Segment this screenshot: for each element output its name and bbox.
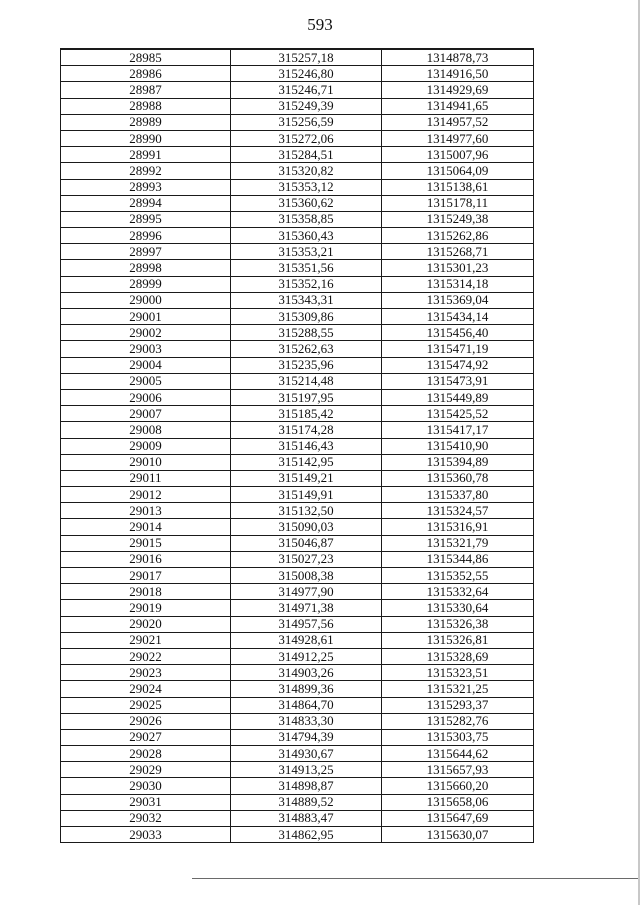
x-coordinate-cell: 315174,28 [231,422,382,438]
table-row [61,406,534,422]
x-coordinate-cell: 314977,90 [231,584,382,600]
table-row [61,260,534,276]
x-coordinate-cell: 315284,51 [231,147,382,163]
table-row [61,810,534,826]
table-row [61,292,534,308]
y-coordinate-cell: 1315007,96 [382,147,534,163]
x-coordinate-cell: 315149,91 [231,487,382,503]
y-coordinate-cell: 1315282,76 [382,713,534,729]
table-row [61,357,534,373]
table-row [61,551,534,567]
point-number-cell: 29014 [61,519,231,535]
point-number-cell: 29032 [61,810,231,826]
point-number-cell: 29017 [61,568,231,584]
x-coordinate-cell: 315249,39 [231,98,382,114]
point-number-cell: 28986 [61,66,231,82]
x-coordinate-cell: 314899,36 [231,681,382,697]
y-coordinate-cell: 1315647,69 [382,810,534,826]
x-coordinate-cell: 315309,86 [231,309,382,325]
table-row [61,195,534,211]
point-number-cell: 29019 [61,600,231,616]
x-coordinate-cell: 315142,95 [231,454,382,470]
x-coordinate-cell: 314913,25 [231,762,382,778]
point-number-cell: 29001 [61,309,231,325]
y-coordinate-cell: 1315644,62 [382,746,534,762]
y-coordinate-cell: 1315369,04 [382,292,534,308]
point-number-cell: 29009 [61,438,231,454]
table-row [61,422,534,438]
point-number-cell: 29008 [61,422,231,438]
point-number-cell: 29020 [61,616,231,632]
x-coordinate-cell: 314862,95 [231,827,382,843]
table-row [61,713,534,729]
y-coordinate-cell: 1315064,09 [382,163,534,179]
point-number-cell: 28996 [61,228,231,244]
x-coordinate-cell: 315320,82 [231,163,382,179]
table-row [61,665,534,681]
point-number-cell: 29029 [61,762,231,778]
y-coordinate-cell: 1315657,93 [382,762,534,778]
y-coordinate-cell: 1315268,71 [382,244,534,260]
point-number-cell: 29025 [61,697,231,713]
point-number-cell: 28989 [61,114,231,130]
table-row [61,681,534,697]
x-coordinate-cell: 315257,18 [231,49,382,66]
x-coordinate-cell: 315046,87 [231,535,382,551]
y-coordinate-cell: 1314929,69 [382,82,534,98]
x-coordinate-cell: 315197,95 [231,389,382,405]
point-number-cell: 28994 [61,195,231,211]
table-row [61,179,534,195]
point-number-cell: 29007 [61,406,231,422]
table-row [61,697,534,713]
coordinates-table [60,48,534,843]
point-number-cell: 28985 [61,49,231,66]
y-coordinate-cell: 1315138,61 [382,179,534,195]
y-coordinate-cell: 1315630,07 [382,827,534,843]
table-row [61,616,534,632]
y-coordinate-cell: 1314941,65 [382,98,534,114]
table-row [61,130,534,146]
x-coordinate-cell: 315343,31 [231,292,382,308]
point-number-cell: 29028 [61,746,231,762]
table-row [61,827,534,843]
point-number-cell: 29004 [61,357,231,373]
point-number-cell: 29030 [61,778,231,794]
y-coordinate-cell: 1315394,89 [382,454,534,470]
x-coordinate-cell: 315090,03 [231,519,382,535]
table-row [61,487,534,503]
point-number-cell: 29010 [61,454,231,470]
point-number-cell: 29002 [61,325,231,341]
table-row [61,778,534,794]
x-coordinate-cell: 315246,71 [231,82,382,98]
point-number-cell: 29021 [61,632,231,648]
x-coordinate-cell: 314864,70 [231,697,382,713]
x-coordinate-cell: 315185,42 [231,406,382,422]
x-coordinate-cell: 314898,87 [231,778,382,794]
x-coordinate-cell: 315360,43 [231,228,382,244]
x-coordinate-cell: 315146,43 [231,438,382,454]
point-number-cell: 29026 [61,713,231,729]
point-number-cell: 29033 [61,827,231,843]
point-number-cell: 28987 [61,82,231,98]
y-coordinate-cell: 1315328,69 [382,648,534,664]
x-coordinate-cell: 314889,52 [231,794,382,810]
point-number-cell: 29018 [61,584,231,600]
y-coordinate-cell: 1314977,60 [382,130,534,146]
table-row [61,600,534,616]
y-coordinate-cell: 1315473,91 [382,373,534,389]
point-number-cell: 29022 [61,648,231,664]
x-coordinate-cell: 314957,56 [231,616,382,632]
x-coordinate-cell: 315235,96 [231,357,382,373]
x-coordinate-cell: 315214,48 [231,373,382,389]
point-number-cell: 29031 [61,794,231,810]
y-coordinate-cell: 1315434,14 [382,309,534,325]
table-row [61,244,534,260]
point-number-cell: 28995 [61,211,231,227]
table-row [61,276,534,292]
table-row [61,746,534,762]
point-number-cell: 28997 [61,244,231,260]
table-row [61,228,534,244]
table-row [61,98,534,114]
x-coordinate-cell: 315246,80 [231,66,382,82]
table-row [61,519,534,535]
y-coordinate-cell: 1315456,40 [382,325,534,341]
y-coordinate-cell: 1315330,64 [382,600,534,616]
table-row [61,325,534,341]
x-coordinate-cell: 315352,16 [231,276,382,292]
y-coordinate-cell: 1315293,37 [382,697,534,713]
point-number-cell: 29015 [61,535,231,551]
x-coordinate-cell: 315360,62 [231,195,382,211]
y-coordinate-cell: 1315321,25 [382,681,534,697]
y-coordinate-cell: 1315352,55 [382,568,534,584]
point-number-cell: 29023 [61,665,231,681]
table-row [61,454,534,470]
y-coordinate-cell: 1315249,38 [382,211,534,227]
y-coordinate-cell: 1315326,38 [382,616,534,632]
point-number-cell: 28990 [61,130,231,146]
y-coordinate-cell: 1315332,64 [382,584,534,600]
y-coordinate-cell: 1314957,52 [382,114,534,130]
table-row [61,729,534,745]
x-coordinate-cell: 314928,61 [231,632,382,648]
y-coordinate-cell: 1315425,52 [382,406,534,422]
x-coordinate-cell: 314794,39 [231,729,382,745]
y-coordinate-cell: 1315337,80 [382,487,534,503]
point-number-cell: 29024 [61,681,231,697]
y-coordinate-cell: 1315410,90 [382,438,534,454]
x-coordinate-cell: 315149,21 [231,470,382,486]
table-row [61,49,534,66]
table-row [61,389,534,405]
point-number-cell: 29011 [61,470,231,486]
point-number-cell: 28999 [61,276,231,292]
x-coordinate-cell: 314912,25 [231,648,382,664]
x-coordinate-cell: 314903,26 [231,665,382,681]
point-number-cell: 29012 [61,487,231,503]
x-coordinate-cell: 315353,21 [231,244,382,260]
x-coordinate-cell: 315351,56 [231,260,382,276]
x-coordinate-cell: 315353,12 [231,179,382,195]
point-number-cell: 29027 [61,729,231,745]
point-number-cell: 28988 [61,98,231,114]
y-coordinate-cell: 1315323,51 [382,665,534,681]
table-row [61,470,534,486]
y-coordinate-cell: 1315660,20 [382,778,534,794]
table-row [61,762,534,778]
point-number-cell: 29000 [61,292,231,308]
y-coordinate-cell: 1315321,79 [382,535,534,551]
x-coordinate-cell: 315132,50 [231,503,382,519]
y-coordinate-cell: 1315326,81 [382,632,534,648]
x-coordinate-cell: 314833,30 [231,713,382,729]
point-number-cell: 28991 [61,147,231,163]
y-coordinate-cell: 1315316,91 [382,519,534,535]
y-coordinate-cell: 1314916,50 [382,66,534,82]
point-number-cell: 29006 [61,389,231,405]
x-coordinate-cell: 315272,06 [231,130,382,146]
y-coordinate-cell: 1315360,78 [382,470,534,486]
x-coordinate-cell: 315008,38 [231,568,382,584]
x-coordinate-cell: 314971,38 [231,600,382,616]
y-coordinate-cell: 1315344,86 [382,551,534,567]
table-row [61,438,534,454]
x-coordinate-cell: 315358,85 [231,211,382,227]
x-coordinate-cell: 315262,63 [231,341,382,357]
point-number-cell: 28992 [61,163,231,179]
y-coordinate-cell: 1315301,23 [382,260,534,276]
y-coordinate-cell: 1315303,75 [382,729,534,745]
bottom-rule [192,878,640,879]
x-coordinate-cell: 314883,47 [231,810,382,826]
page-number: 593 [307,15,333,34]
point-number-cell: 29016 [61,551,231,567]
point-number-cell: 29013 [61,503,231,519]
table-row [61,114,534,130]
coordinates-table-body [61,49,534,843]
y-coordinate-cell: 1315314,18 [382,276,534,292]
y-coordinate-cell: 1315417,17 [382,422,534,438]
point-number-cell: 28993 [61,179,231,195]
table-row [61,503,534,519]
point-number-cell: 29005 [61,373,231,389]
y-coordinate-cell: 1315474,92 [382,357,534,373]
table-row [61,309,534,325]
x-coordinate-cell: 315288,55 [231,325,382,341]
y-coordinate-cell: 1315324,57 [382,503,534,519]
table-row [61,82,534,98]
table-row [61,211,534,227]
x-coordinate-cell: 315256,59 [231,114,382,130]
y-coordinate-cell: 1315178,11 [382,195,534,211]
x-coordinate-cell: 314930,67 [231,746,382,762]
table-row [61,584,534,600]
y-coordinate-cell: 1314878,73 [382,49,534,66]
point-number-cell: 29003 [61,341,231,357]
table-row [61,341,534,357]
y-coordinate-cell: 1315449,89 [382,389,534,405]
table-row [61,794,534,810]
table-row [61,147,534,163]
table-row [61,632,534,648]
point-number-cell: 28998 [61,260,231,276]
y-coordinate-cell: 1315658,06 [382,794,534,810]
y-coordinate-cell: 1315262,86 [382,228,534,244]
table-row [61,648,534,664]
table-row [61,66,534,82]
table-row [61,535,534,551]
table-row [61,163,534,179]
y-coordinate-cell: 1315471,19 [382,341,534,357]
x-coordinate-cell: 315027,23 [231,551,382,567]
table-row [61,373,534,389]
table-row [61,568,534,584]
